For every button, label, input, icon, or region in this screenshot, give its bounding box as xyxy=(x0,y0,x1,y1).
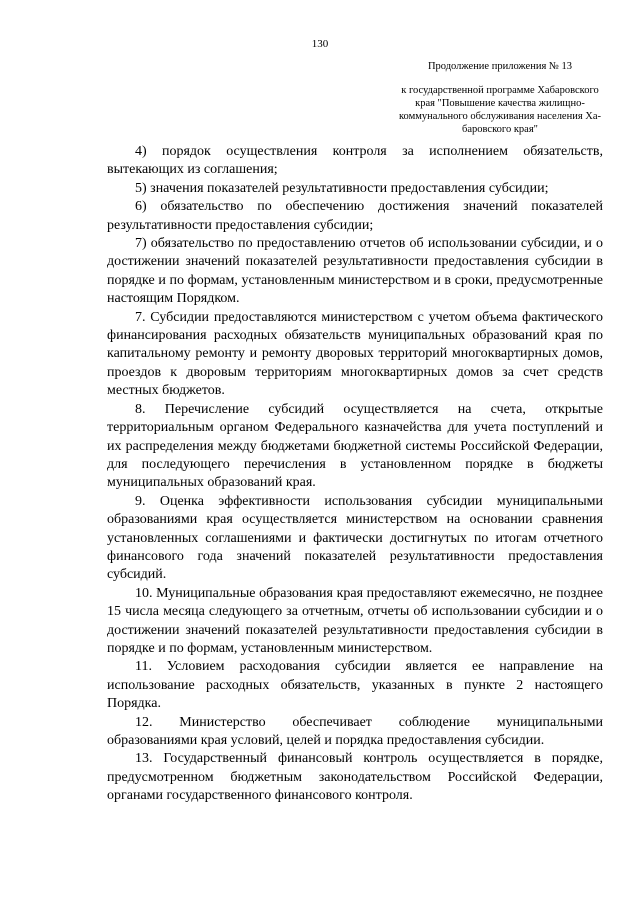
paragraph: 5) значения показателей результативности предоставления субсидии; xyxy=(135,180,549,196)
appendix-line-2: края "Повышение качества жилищно- xyxy=(415,98,585,109)
paragraph: 6) обязательство по обеспечению достижения значений показателей результативности предоставления субсидии; xyxy=(107,199,603,233)
page-number: 130 xyxy=(311,38,329,50)
paragraph: 4) порядок осуществления контроля за исполнением обязательств, вытекающих из соглашения; xyxy=(107,144,603,178)
paragraph: 7. Субсидии предоставляются министерством с учетом объема фактического финансирования расходных обязательств муниципальных образований края по капитальному ремонту и ремонту дворовых территорий многоквартирных домов, проездов к дворовым территориям многоквартирных домов за счет средств местных бюджетов. xyxy=(107,309,603,399)
paragraph: 11. Условием расходования субсидии является ее направление на использование расходных обязательств, указанных в пункте 2 настоящего Порядка. xyxy=(107,659,603,712)
appendix-continuation: Продолжение приложения № 13 xyxy=(427,61,573,72)
paragraph: 13. Государственный финансовый контроль осуществляется в порядке, предусмотренном бюджетным законодательством Российской Федерации, органами государственного финансового контроля. xyxy=(107,751,603,804)
paragraph: 12. Министерство обеспечивает соблюдение муниципальными образованиями края условий, целей и порядка предоставления субсидии. xyxy=(107,714,603,748)
appendix-header xyxy=(380,60,620,136)
paragraph: 8. Перечисление субсидий осуществляется на счета, открытые территориальным органом Федерального казначейства для учета поступлений и их распределения между бюджетами бюджетной системы Российской Федерации, для последующего перечисления в установленном порядке в бюджеты муниципальных образований края. xyxy=(107,401,603,491)
document-body xyxy=(107,143,603,806)
paragraph: 9. Оценка эффективности использования субсидии муниципальными образованиями края осуществляется министерством на основании сравнения установленных соглашениями и фактически достигнутых по итогам отчетного финансового года значений показателей результативности предоставления субсидий. xyxy=(107,493,603,583)
appendix-line-1: к государственной программе Хабаровского xyxy=(401,85,599,96)
paragraph: 7) обязательство по предоставлению отчетов об использовании субсидии, и о достижении значений показателей результативности предоставления субсидии в порядке и по формам, установленным министерством и в сроки, предусмотренные настоящим Порядком. xyxy=(107,236,603,307)
appendix-line-4: баровского края" xyxy=(462,124,538,135)
paragraph: 10. Муниципальные образования края предоставляют ежемесячно, не позднее 15 числа месяца следующего за отчетным, отчеты об использовании субсидии и о достижении значений показателей результативности предоставления субсидии в порядке и по формам, установленным министерством. xyxy=(107,585,603,656)
appendix-line-3: коммунального обслуживания населения Ха- xyxy=(398,111,602,122)
